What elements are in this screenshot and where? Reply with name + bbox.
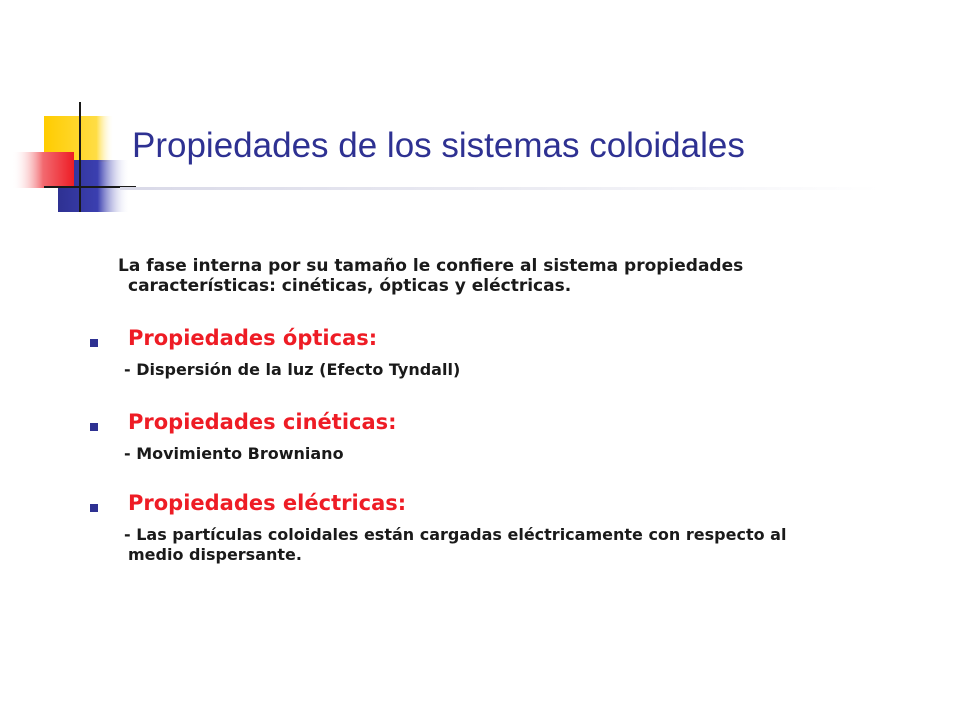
section-detail-line-1: - Las partículas coloidales están cargadas eléctricamente con respecto al — [124, 525, 787, 544]
intro-paragraph — [118, 256, 878, 296]
bullet-square-icon — [90, 504, 98, 512]
section-detail — [124, 360, 924, 380]
section-heading: Propiedades ópticas: — [128, 326, 378, 350]
title-underline — [120, 187, 880, 190]
section-heading: Propiedades eléctricas: — [128, 491, 407, 515]
page-title: Propiedades de los sistemas coloidales — [132, 126, 745, 165]
bullet-square-icon — [90, 423, 98, 431]
deco-red-square — [12, 152, 74, 188]
intro-line-2: características: cinéticas, ópticas y eléctricas. — [128, 276, 572, 296]
section-heading: Propiedades cinéticas: — [128, 410, 397, 434]
section-detail — [124, 525, 924, 565]
section-detail-line-1: - Dispersión de la luz (Efecto Tyndall) — [124, 360, 461, 379]
corner-decoration — [0, 0, 140, 220]
section-detail-line-1: - Movimiento Browniano — [124, 444, 344, 463]
intro-line-1: La fase interna por su tamaño le confiere al sistema propiedades — [118, 256, 744, 276]
bullet-square-icon — [90, 339, 98, 347]
section-detail-line-2: medio dispersante. — [128, 545, 302, 564]
section-detail — [124, 444, 924, 464]
